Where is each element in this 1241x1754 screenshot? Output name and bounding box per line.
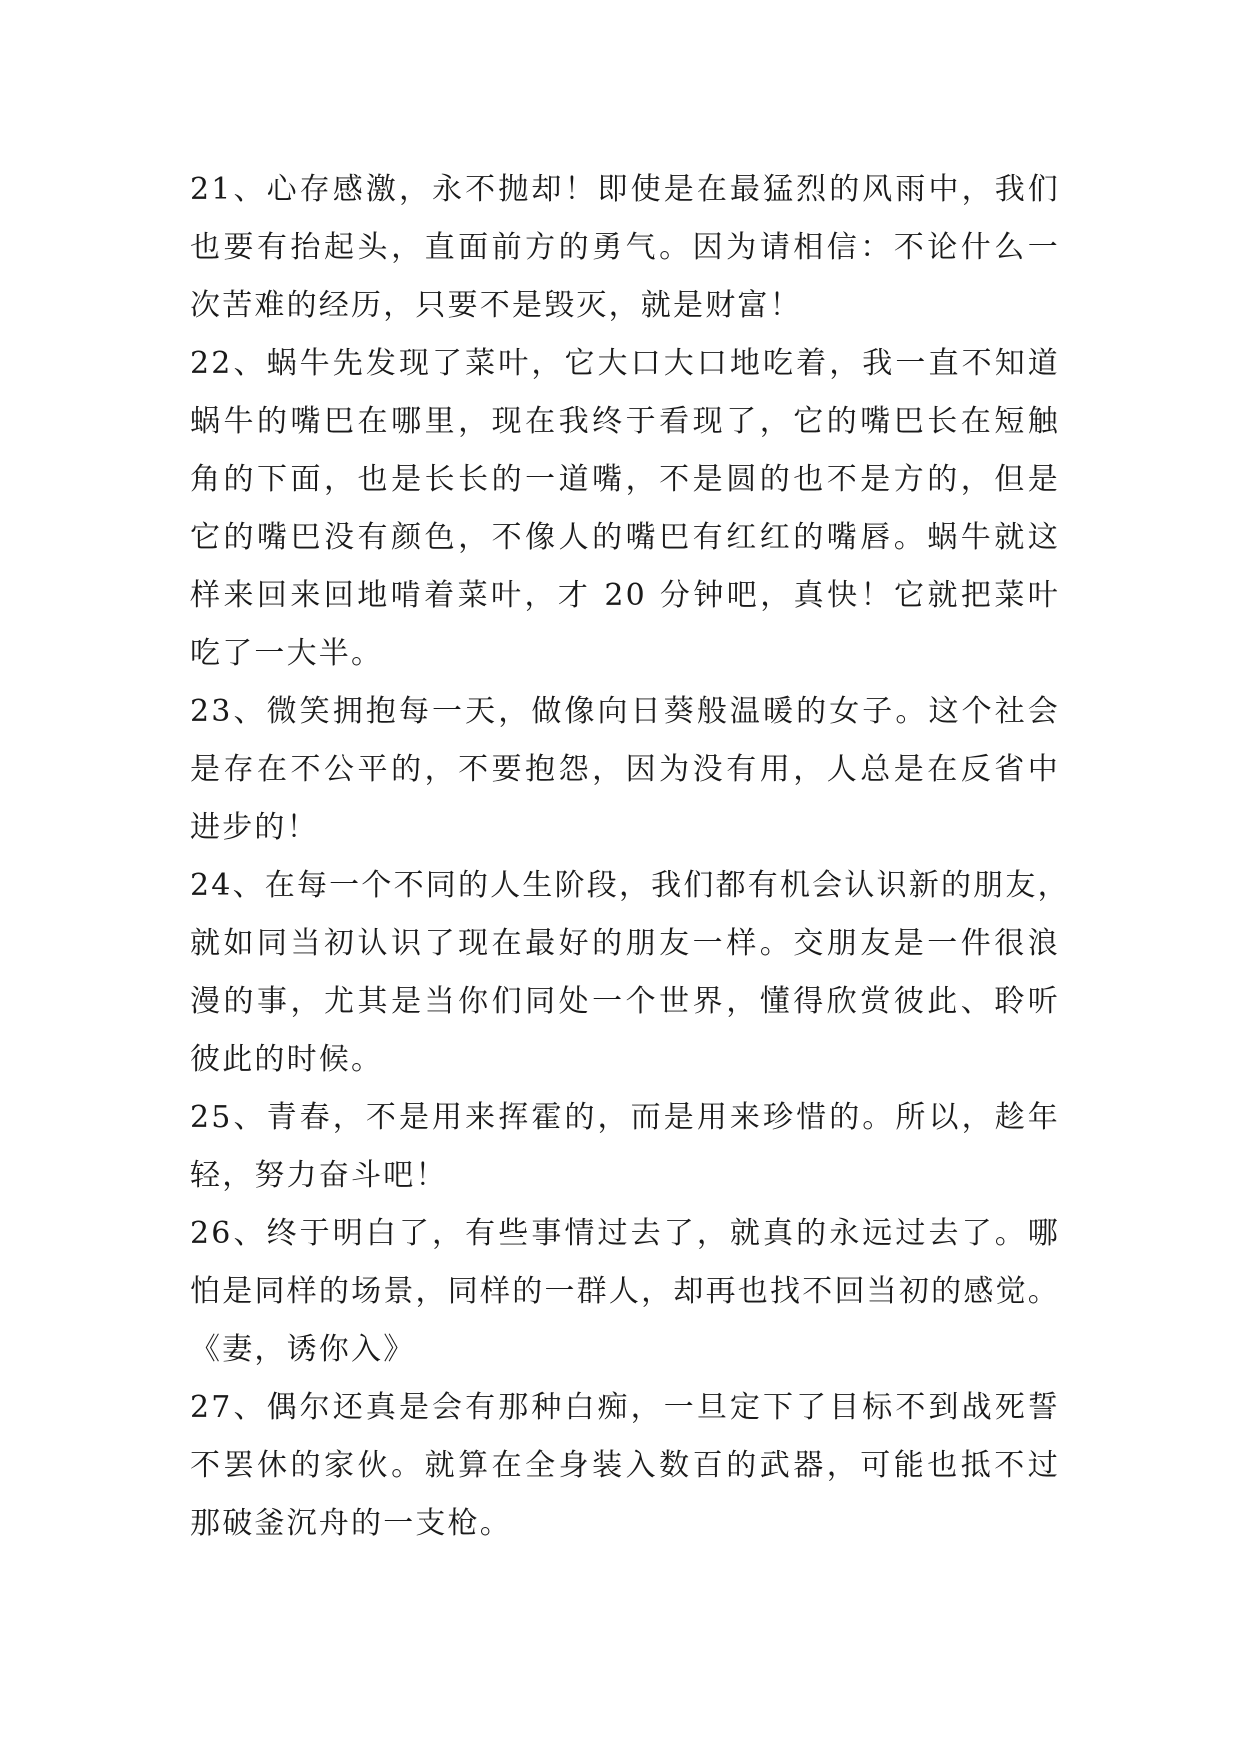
text-line: 22、蜗牛先发现了菜叶，它大口大口地吃着，我一直不知道	[190, 346, 1060, 381]
text-line: 吃了一大半。	[190, 636, 384, 671]
paragraph-22	[190, 335, 1060, 683]
text-line: 也要有抬起头，直面前方的勇气。因为请相信：不论什么一	[190, 230, 1060, 265]
document-body	[190, 161, 1070, 1553]
text-line: 25、青春，不是用来挥霍的，而是用来珍惜的。所以，趁年	[190, 1100, 1060, 1135]
text-line: 是存在不公平的，不要抱怨，因为没有用，人总是在反省中	[190, 752, 1060, 787]
paragraph-25	[190, 1089, 1060, 1205]
text-line: 23、微笑拥抱每一天，做像向日葵般温暖的女子。这个社会	[190, 694, 1060, 729]
text-line: 27、偶尔还真是会有那种白痴，一旦定下了目标不到战死誓	[190, 1390, 1060, 1425]
text-line: 样来回来回地啃着菜叶，才 20 分钟吧，真快！它就把菜叶	[190, 578, 1060, 613]
text-line: 24、在每一个不同的人生阶段，我们都有机会认识新的朋友，	[190, 868, 1070, 903]
text-line: 进步的！	[190, 810, 319, 845]
paragraph-21	[190, 161, 1060, 335]
text-line: 就如同当初认识了现在最好的朋友一样。交朋友是一件很浪	[190, 926, 1060, 961]
text-line: 彼此的时候。	[190, 1042, 384, 1077]
paragraph-24	[190, 857, 1070, 1089]
text-line: 不罢休的家伙。就算在全身装入数百的武器，可能也抵不过	[190, 1448, 1060, 1483]
paragraph-26	[190, 1205, 1060, 1379]
paragraph-23	[190, 683, 1060, 857]
text-line: 它的嘴巴没有颜色，不像人的嘴巴有红红的嘴唇。蜗牛就这	[190, 520, 1060, 555]
text-line: 那破釜沉舟的一支枪。	[190, 1506, 512, 1541]
paragraph-27	[190, 1379, 1060, 1553]
text-line: 26、终于明白了，有些事情过去了，就真的永远过去了。哪	[190, 1216, 1060, 1251]
text-line: 轻，努力奋斗吧！	[190, 1158, 448, 1193]
text-line: 角的下面，也是长长的一道嘴，不是圆的也不是方的，但是	[190, 462, 1060, 497]
text-line: 21、心存感激，永不抛却！即使是在最猛烈的风雨中，我们	[190, 172, 1060, 207]
text-line: 《妻，诱你入》	[190, 1332, 416, 1367]
text-line: 漫的事，尤其是当你们同处一个世界，懂得欣赏彼此、聆听	[190, 984, 1060, 1019]
text-line: 蜗牛的嘴巴在哪里，现在我终于看现了，它的嘴巴长在短触	[190, 404, 1060, 439]
text-line: 次苦难的经历，只要不是毁灭，就是财富！	[190, 288, 802, 323]
text-line: 怕是同样的场景，同样的一群人，却再也找不回当初的感觉。	[190, 1274, 1060, 1309]
